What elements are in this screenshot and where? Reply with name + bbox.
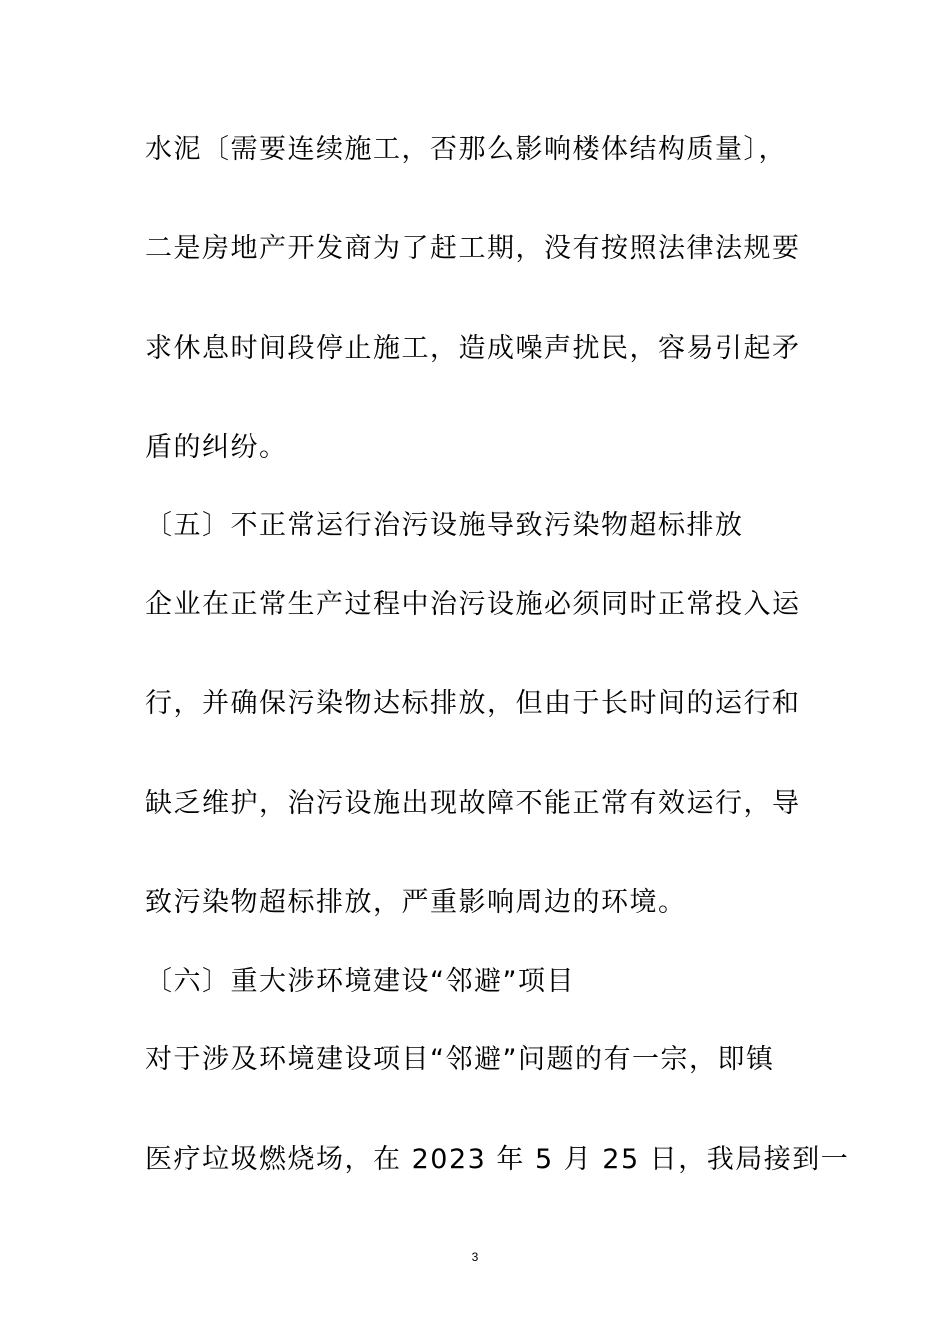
section-heading: 〔五〕不正常运行治污设施导致污染物超标排放 — [145, 510, 744, 541]
section-heading: 〔六〕重大涉环境建设“邻避”项目 — [145, 966, 575, 997]
body-text-line: 行，并确保污染物达标排放，但由于长时间的运行和 — [145, 688, 801, 719]
body-text-line: 缺乏维护，治污设施出现故障不能正常有效运行，导 — [145, 788, 801, 819]
body-text-line: 医疗垃圾燃烧场，在 2023 年 5 月 25 日，我局接到一 — [145, 1144, 850, 1175]
body-text-line: 企业在正常生产过程中治污设施必须同时正常投入运 — [145, 589, 801, 620]
body-text-line: 致污染物超标排放，严重影响周边的环境。 — [145, 887, 687, 918]
body-text-line: 求休息时间段停止施工，造成噪声扰民，容易引起矛 — [145, 333, 801, 364]
body-text-line: 对于涉及环境建设项目“邻避”问题的有一宗，即镇 — [145, 1044, 775, 1075]
body-text-line: 水泥〔需要连续施工，否那么影响楼体结构质量〕， — [145, 134, 787, 165]
body-text-line: 盾的纠纷。 — [145, 432, 288, 463]
page-number: 3 — [471, 1250, 479, 1264]
body-text-line: 二是房地产开发商为了赶工期，没有按照法律法规要 — [145, 233, 801, 264]
